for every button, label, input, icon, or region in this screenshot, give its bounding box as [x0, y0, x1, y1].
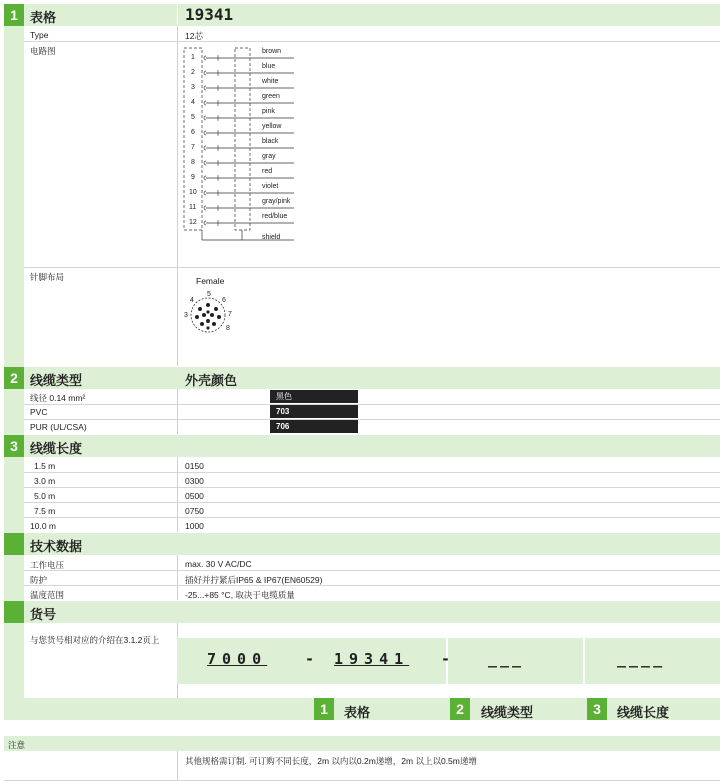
pinout-label: 针脚布局	[30, 272, 65, 282]
tech-row-value: max. 30 V AC/DC	[185, 559, 252, 569]
tag-3-number: 3	[587, 698, 607, 720]
section-2-header	[24, 367, 720, 389]
circuit-pin-number: 11	[189, 204, 197, 211]
wire-label: red	[262, 168, 273, 175]
cable-row-label: 线径 0.14 mm²	[30, 393, 86, 403]
section-3-number: 3	[4, 435, 24, 457]
wire-label: brown	[262, 48, 282, 55]
section-2-title: 线缆类型	[30, 373, 83, 388]
tech-marker	[4, 533, 24, 555]
order-blank-length: ____	[617, 650, 666, 668]
tech-row-value: 插好并拧紧后IP65 & IP67(EN60529)	[185, 575, 323, 585]
wire-label: black	[262, 138, 279, 145]
pinout-num-8: 8	[226, 325, 230, 332]
cable-pvc-code: 703	[270, 405, 358, 418]
cable-pur-code: 706	[270, 420, 358, 433]
section-1-header	[24, 4, 720, 26]
circuit-pin-number: 1	[191, 54, 195, 61]
pinout-gender: Female	[196, 276, 225, 286]
tech-title: 技术数据	[30, 539, 83, 554]
circuit-pin-number: 5	[191, 114, 195, 121]
wire-label: red/blue	[262, 213, 288, 220]
tag-1-label: 表格	[344, 705, 371, 720]
wire-connector	[204, 206, 206, 210]
tech-row-value: -25...+85 °C, 取决于电缆质量	[185, 590, 295, 600]
tag-3-label: 线缆长度	[617, 705, 670, 720]
circuit-pin-number: 12	[189, 219, 197, 226]
product-code: 19341	[185, 5, 234, 24]
section-3-title: 线缆长度	[30, 441, 83, 456]
tech-row-label: 工作电压	[30, 560, 65, 570]
circuit-pin-number: 4	[191, 99, 195, 106]
tag-2-number: 2	[450, 698, 470, 720]
wire-connector	[204, 191, 206, 195]
order-code: 19341	[334, 650, 410, 668]
wire-connector	[204, 56, 206, 60]
pinout-num-4: 4	[190, 297, 194, 304]
wire-connector	[204, 221, 206, 225]
remark-text: 其他规格需订制. 可订购不同长度，2m 以内以0.2m递增，2m 以上以0.5m递增	[185, 756, 477, 766]
wire-label: pink	[262, 108, 275, 115]
pinout-num-7: 7	[228, 311, 232, 318]
circuit-pin-number: 2	[191, 69, 195, 76]
wire-connector	[204, 161, 206, 165]
side-strip	[4, 26, 24, 698]
circuit-pin-number: 6	[191, 129, 195, 136]
wire-connector	[204, 101, 206, 105]
circuit-label: 电路图	[30, 46, 56, 56]
wire-label: gray/pink	[262, 198, 291, 205]
circuit-diagram	[180, 44, 320, 250]
length-label: 5.0 m	[34, 491, 56, 501]
pinout-num-5: 5	[207, 291, 211, 298]
order-dash-1: -	[305, 650, 315, 668]
circuit-pin-number: 8	[191, 159, 195, 166]
circuit-pin-number: 9	[191, 174, 195, 181]
remark-title: 注意	[8, 740, 26, 750]
remark-header	[4, 736, 720, 751]
wire-label-shield: shield	[262, 234, 281, 241]
wire-connector	[204, 86, 206, 90]
section-2-number: 2	[4, 367, 24, 389]
wire-label: violet	[262, 183, 279, 190]
section-1-number: 1	[4, 4, 24, 26]
wire-connector	[204, 176, 206, 180]
tech-header	[24, 533, 720, 555]
tag-1-number: 1	[314, 698, 334, 720]
wire-label: blue	[262, 63, 276, 70]
wire-connector	[204, 71, 206, 75]
cable-row-label: PUR (UL/CSA)	[30, 422, 87, 432]
length-label: 10.0 m	[30, 521, 56, 531]
length-label: 3.0 m	[34, 476, 56, 486]
circuit-pin-number: 3	[191, 84, 195, 91]
housing-color-title: 外壳颜色	[185, 373, 238, 388]
order-header	[24, 601, 720, 623]
tech-row-label: 温度范围	[30, 590, 65, 600]
section-1-title: 表格	[30, 10, 57, 25]
type-label: Type	[30, 30, 49, 40]
section-3-header	[24, 435, 720, 457]
cable-row-label: PVC	[30, 407, 48, 417]
length-code: 0500	[185, 491, 204, 501]
order-dash-2: -	[441, 650, 451, 668]
wire-connector	[204, 146, 206, 150]
wire-label: green	[262, 93, 280, 100]
wire-label: yellow	[262, 123, 282, 130]
length-code: 0300	[185, 476, 204, 486]
circuit-pin-number: 10	[189, 189, 197, 196]
pinout-num-3: 3	[184, 312, 188, 319]
length-code: 0150	[185, 461, 204, 471]
order-blank-cable: ___	[488, 650, 525, 668]
circuit-pin-number: 7	[191, 144, 195, 151]
color-black-cell: 黑色	[270, 390, 358, 403]
wire-label: gray	[262, 153, 276, 160]
order-prefix: 7000	[207, 650, 268, 668]
pinout-num-6: 6	[222, 297, 226, 304]
tag-2-label: 线缆类型	[481, 705, 534, 720]
length-code: 1000	[185, 521, 204, 531]
wire-label: white	[262, 78, 279, 85]
type-value: 12芯	[185, 31, 203, 41]
length-label: 1.5 m	[34, 461, 56, 471]
wire-connector	[204, 131, 206, 135]
length-code: 0750	[185, 506, 204, 516]
length-label: 7.5 m	[34, 506, 56, 516]
tech-row-label: 防护	[30, 575, 48, 585]
order-marker	[4, 601, 24, 623]
wire-connector	[204, 116, 206, 120]
order-title: 货号	[30, 607, 57, 622]
order-note: 与您货号相对应的介绍在3.1.2页上	[30, 635, 160, 645]
